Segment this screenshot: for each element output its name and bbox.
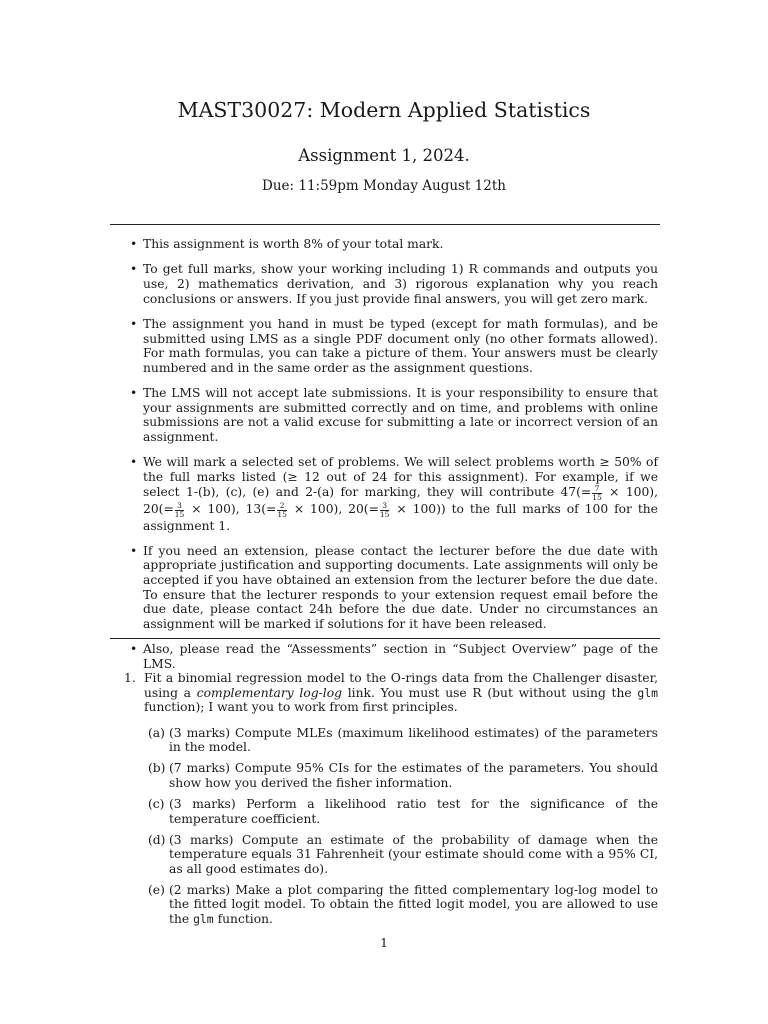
instruction-item <box>112 237 658 252</box>
contribution-text: × 100), <box>293 501 349 516</box>
horizontal-rule-top <box>110 224 660 225</box>
fraction-denominator: 15 <box>277 509 287 519</box>
fraction-numerator: 3 <box>380 502 390 511</box>
instruction-item <box>112 544 658 632</box>
question-part <box>124 833 658 877</box>
part-text: function. <box>217 911 273 926</box>
fraction-numerator: 3 <box>175 502 185 511</box>
part-label: (d) <box>148 832 166 847</box>
question-part <box>124 761 658 790</box>
bullet-icon: • <box>130 543 138 558</box>
part-text: (3 marks) Compute an estimate of the probability of damage when the temperature equals 31 Fahrenheit (your estimate should come with a 95% CI, as all good estimates do). <box>169 832 658 876</box>
instruction-text: To get full marks, show your working including 1) R commands and outputs you use, 2) mathematics derivation, and 3) rigorous explanation why you reach conclusions or answers. If you just provide final answers, you will get zero mark. <box>143 262 658 306</box>
instruction-item <box>112 642 658 671</box>
question-text-part: Fit a binomial regression model to the O-rings data from the Challenger disaster, using a <box>144 671 658 700</box>
bullet-icon: • <box>130 262 138 277</box>
part-label: (a) <box>148 725 165 740</box>
fraction-denominator: 15 <box>174 509 185 519</box>
bullet-icon: • <box>130 316 138 331</box>
question-parts <box>124 726 658 927</box>
part-text: (7 marks) Compute 95% CIs for the estimates of the parameters. You should show how you derived the fisher information. <box>169 761 658 790</box>
contribution-text: × 100)) to the full marks of 100 for the assignment 1. <box>143 501 658 533</box>
due-date: Due: 11:59pm Monday August 12th <box>262 178 506 194</box>
fraction-numerator: 7 <box>592 485 602 494</box>
bullet-icon: • <box>130 455 138 470</box>
bullet-icon: • <box>130 642 138 657</box>
part-label: (e) <box>148 882 165 897</box>
question-text-part: function); I want you to work from first principles. <box>144 700 458 715</box>
fraction-numerator: 2 <box>277 502 287 511</box>
question-text <box>144 671 658 715</box>
instruction-text: We will mark a selected set of problems. We will select problems worth ≥ 50% of the full marks listed (≥ 12 out of 24 for this assignment). For example, if we select 1-(b), (c), (e) and 2-(a) for marking, they will contribute <box>143 455 658 499</box>
question-1 <box>124 671 658 933</box>
bullet-icon: • <box>130 386 138 401</box>
assignment-subtitle: Assignment 1, 2024. <box>298 146 470 165</box>
page-number: 1 <box>380 936 388 950</box>
instruction-text: The assignment you hand in must be typed (except for math formulas), and be submitted using LMS as a single PDF document only (no other formats allowed). For math formulas, you can take a picture of them. Your answers must be clearly numbered and in the same order as the assignment questions. <box>143 316 658 375</box>
instruction-text: The LMS will not accept late submissions. It is your responsibility to ensure that your assignments are submitted correctly and on time, and problems with online submissions are not a valid excuse for submitting a late or incorrect version of an assignment. <box>143 386 658 444</box>
instruction-item <box>112 455 658 533</box>
fraction-denominator: 15 <box>592 492 602 502</box>
code-glm: glm <box>637 685 658 700</box>
bullet-icon: • <box>130 237 138 251</box>
part-text: (3 marks) Compute MLEs (maximum likelihood estimates) of the parameters in the model. <box>169 725 658 755</box>
contribution-text: × 100), <box>609 484 659 499</box>
fraction <box>592 485 602 502</box>
code-glm: glm <box>193 911 214 926</box>
question-text-part: link. You must use R (but without using the <box>347 685 632 700</box>
instructions-list <box>112 237 658 682</box>
question-part <box>124 797 658 826</box>
horizontal-rule-bottom <box>110 638 660 639</box>
page-title: MAST30027: Modern Applied Statistics <box>177 98 591 122</box>
instruction-item <box>112 262 658 306</box>
contribution-text: 47(= <box>560 484 592 499</box>
part-text: (3 marks) Perform a likelihood ratio test for the significance of the temperature coefficient. <box>169 796 658 826</box>
part-text: (2 marks) Make a plot comparing the fitted complementary log-log model to the fitted logit model. To obtain the fitted logit model, you are allowed to use the <box>169 882 658 926</box>
fraction-denominator: 15 <box>379 509 390 519</box>
contribution-text: 20(= <box>348 501 379 516</box>
instruction-item <box>112 317 658 375</box>
question-part <box>124 726 658 755</box>
part-label: (b) <box>148 761 166 776</box>
instruction-item <box>112 386 658 444</box>
instruction-text: This assignment is worth 8% of your total mark. <box>143 237 444 251</box>
fraction <box>175 502 185 519</box>
instruction-text: If you need an extension, please contact the lecturer before the due date with appropriate justification and supporting documents. Late assignments will only be accepted if you have obtained an extension from the lecturer before the due date. To ensure that the lecturer responds to your extension request email before the due date, please contact 24h before the due date. Under no circumstances an assignment will be marked if solutions for it have been released. <box>143 543 658 631</box>
question-number: 1. <box>124 671 136 685</box>
question-part <box>124 883 658 927</box>
fraction <box>380 502 390 519</box>
contribution-text: × 100), <box>191 501 246 516</box>
contribution-text: 20(= <box>143 501 174 516</box>
fraction <box>277 502 287 519</box>
instruction-text: Also, please read the “Assessments” section in “Subject Overview” page of the LMS. <box>143 642 658 671</box>
contribution-text: 13(= <box>245 501 277 516</box>
link-function-name: complementary log-log <box>196 685 342 700</box>
part-label: (c) <box>148 796 165 811</box>
